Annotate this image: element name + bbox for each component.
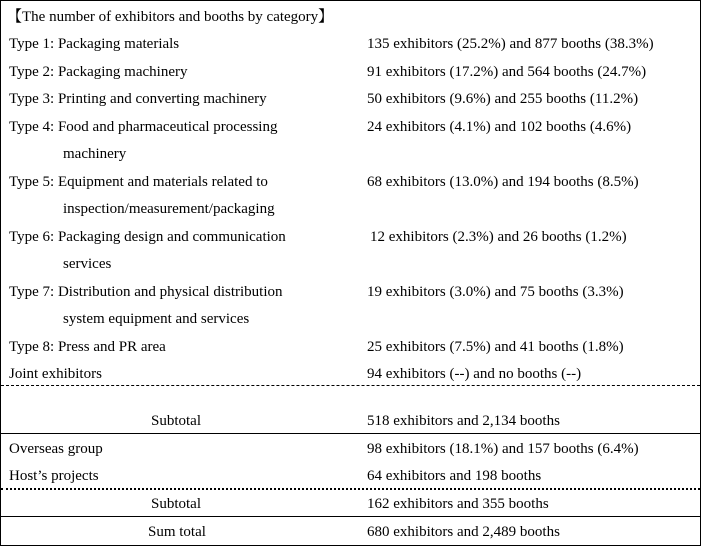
host-projects-value: 64 exhibitors and 198 booths — [367, 468, 542, 484]
category-type-7-label-cont: system equipment and services — [63, 311, 250, 327]
category-type-4-value: 24 exhibitors (4.1%) and 102 booths (4.6%) — [367, 119, 632, 135]
category-type-1-label: Type 1: Packaging materials — [9, 36, 180, 52]
category-type-3-label: Type 3: Printing and converting machinery — [9, 91, 267, 107]
category-type-5-value: 68 exhibitors (13.0%) and 194 booths (8.5%) — [367, 174, 639, 190]
category-type-1-value: 135 exhibitors (25.2%) and 877 booths (38.3%) — [367, 36, 654, 52]
subtotal-domestic-value: 518 exhibitors and 2,134 booths — [367, 413, 560, 429]
subtotal-domestic-label: Subtotal — [151, 413, 202, 429]
total-divider — [1, 516, 700, 517]
solid-divider — [1, 433, 700, 434]
category-type-6-label: Type 6: Packaging design and communication — [9, 229, 286, 245]
category-type-5-label-cont: inspection/measurement/packaging — [63, 201, 275, 217]
sum-total-value: 680 exhibitors and 2,489 booths — [367, 524, 560, 540]
subtotal-other-value: 162 exhibitors and 355 booths — [367, 496, 549, 512]
table-title: 【The number of exhibitors and booths by category】 — [7, 9, 334, 25]
category-type-4-label-cont: machinery — [63, 146, 127, 162]
host-projects-label: Host’s projects — [9, 468, 99, 484]
subtotal-other-label: Subtotal — [151, 496, 202, 512]
category-type-4-label: Type 4: Food and pharmaceutical processing — [9, 119, 278, 135]
category-type-6-value: 12 exhibitors (2.3%) and 26 booths (1.2%) — [370, 229, 627, 245]
category-type-7-label: Type 7: Distribution and physical distribution — [9, 284, 283, 300]
overseas-group-value: 98 exhibitors (18.1%) and 157 booths (6.4%) — [367, 441, 639, 457]
overseas-group-label: Overseas group — [9, 441, 103, 457]
dotted-divider — [1, 488, 700, 490]
joint-exhibitors-value: 94 exhibitors (--) and no booths (--) — [367, 366, 582, 382]
dashed-divider — [1, 385, 700, 386]
category-type-2-value: 91 exhibitors (17.2%) and 564 booths (24.7%) — [367, 64, 647, 80]
sum-total-label: Sum total — [148, 524, 206, 540]
category-type-5-label: Type 5: Equipment and materials related to — [9, 174, 268, 190]
category-type-2-label: Type 2: Packaging machinery — [9, 64, 188, 80]
category-type-8-value: 25 exhibitors (7.5%) and 41 booths (1.8%) — [367, 339, 624, 355]
category-type-6-label-cont: services — [63, 256, 112, 272]
category-type-3-value: 50 exhibitors (9.6%) and 255 booths (11.2%) — [367, 91, 639, 107]
category-type-8-label: Type 8: Press and PR area — [9, 339, 166, 355]
category-type-7-value: 19 exhibitors (3.0%) and 75 booths (3.3%) — [367, 284, 624, 300]
joint-exhibitors-label: Joint exhibitors — [9, 366, 102, 382]
